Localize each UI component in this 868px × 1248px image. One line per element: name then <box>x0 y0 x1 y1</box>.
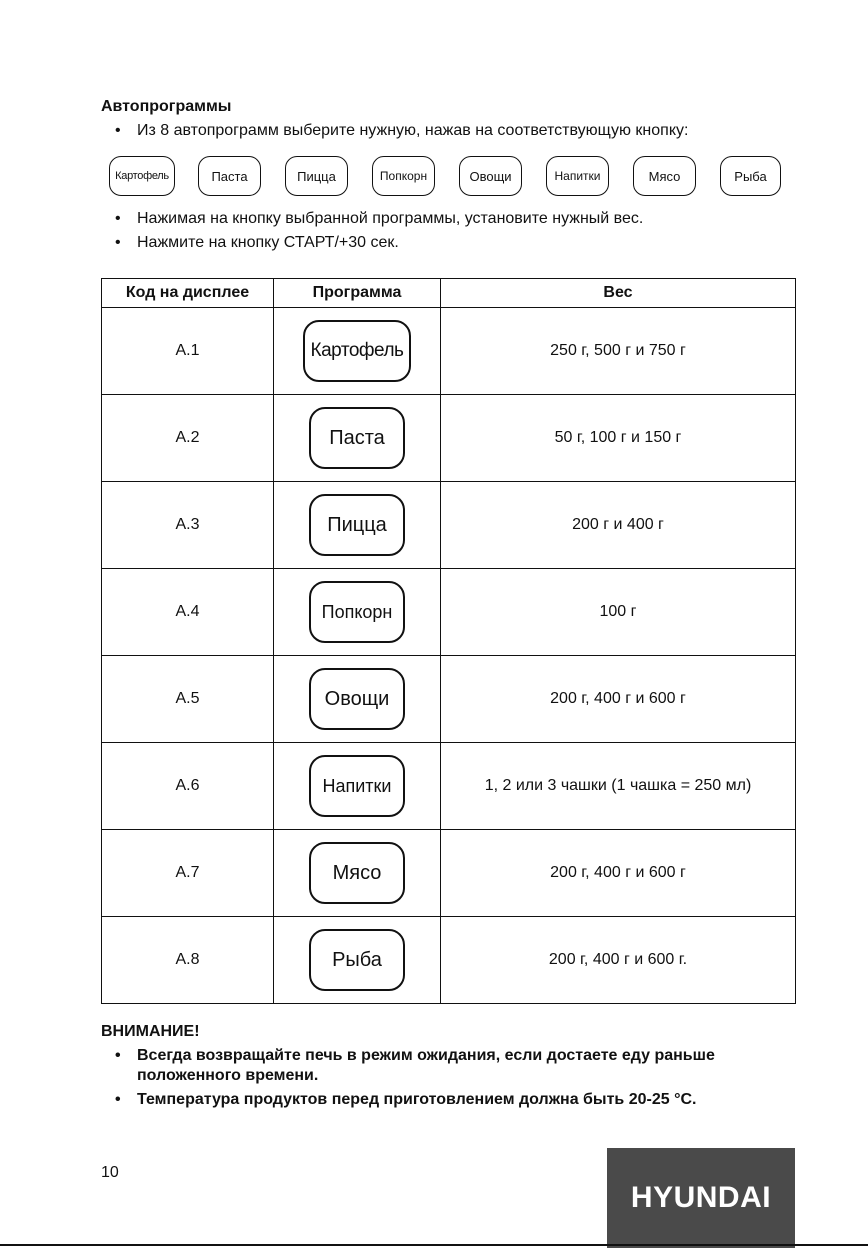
display-code: A.4 <box>102 569 274 656</box>
program-button: Рыба <box>309 929 405 991</box>
display-code: A.2 <box>102 395 274 482</box>
attention-bullet-temperature: • Температура продуктов перед приготовлением должна быть 20-25 °С. <box>101 1090 821 1110</box>
table-row <box>102 656 796 743</box>
page-number: 10 <box>101 1164 119 1181</box>
programs-table <box>101 278 796 1004</box>
program-button: Мясо <box>309 842 405 904</box>
potato-button: Картофель <box>109 156 175 196</box>
meat-button: Мясо <box>633 156 696 196</box>
display-code: A.7 <box>102 830 274 917</box>
program-cell <box>274 917 441 1004</box>
program-cell <box>274 482 441 569</box>
display-code: A.6 <box>102 743 274 830</box>
bottom-divider <box>0 1244 868 1246</box>
program-button: Картофель <box>303 320 411 382</box>
popcorn-button: Попкорн <box>372 156 435 196</box>
program-button: Попкорн <box>309 581 405 643</box>
program-cell <box>274 308 441 395</box>
weight-cell: 50 г, 100 г и 150 г <box>441 395 796 482</box>
weight-cell: 200 г, 400 г и 600 г <box>441 830 796 917</box>
autoprograms-heading: Автопрограммы <box>101 98 232 115</box>
fish-button: Рыба <box>720 156 781 196</box>
header-display-code: Код на дисплее <box>102 279 274 308</box>
brand-wordmark: HYUNDAI <box>630 1181 772 1214</box>
pizza-button: Пицца <box>285 156 348 196</box>
weight-cell: 200 г, 400 г и 600 г. <box>441 917 796 1004</box>
autoprograms-intro-list <box>101 121 821 145</box>
program-button: Пицца <box>309 494 405 556</box>
display-code: A.1 <box>102 308 274 395</box>
table-row <box>102 743 796 830</box>
attention-heading: ВНИМАНИЕ! <box>101 1023 200 1040</box>
step-bullet-start: • Нажмите на кнопку СТАРТ/+30 сек. <box>101 233 821 253</box>
program-cell <box>274 569 441 656</box>
vegetables-button: Овощи <box>459 156 522 196</box>
program-button: Паста <box>309 407 405 469</box>
table-row <box>102 830 796 917</box>
table-row <box>102 482 796 569</box>
header-weight: Вес <box>441 279 796 308</box>
display-code: A.8 <box>102 917 274 1004</box>
program-button: Напитки <box>309 755 405 817</box>
weight-cell: 200 г и 400 г <box>441 482 796 569</box>
hyundai-logo <box>607 1148 795 1248</box>
step-bullet-weight: • Нажимая на кнопку выбранной программы, установите нужный вес. <box>101 209 821 229</box>
program-cell <box>274 395 441 482</box>
table-row <box>102 395 796 482</box>
table-row <box>102 308 796 395</box>
display-code: A.5 <box>102 656 274 743</box>
weight-cell: 250 г, 500 г и 750 г <box>441 308 796 395</box>
intro-bullet: • Из 8 автопрограмм выберите нужную, нажав на соответствующую кнопку: <box>101 121 821 141</box>
attention-list <box>101 1046 821 1114</box>
drinks-button: Напитки <box>546 156 609 196</box>
weight-cell: 1, 2 или 3 чашки (1 чашка = 250 мл) <box>441 743 796 830</box>
attention-bullet-standby: • Всегда возвращайте печь в режим ожидания, если достаете еду раньше положенного времени. <box>101 1046 821 1086</box>
weight-cell: 200 г, 400 г и 600 г <box>441 656 796 743</box>
display-code: A.3 <box>102 482 274 569</box>
header-program: Программа <box>274 279 441 308</box>
program-cell <box>274 830 441 917</box>
program-cell <box>274 743 441 830</box>
autoprograms-steps-list <box>101 209 821 257</box>
pasta-button: Паста <box>198 156 261 196</box>
table-row <box>102 917 796 1004</box>
weight-cell: 100 г <box>441 569 796 656</box>
table-row <box>102 569 796 656</box>
table-header-row <box>102 279 796 308</box>
program-cell <box>274 656 441 743</box>
program-button: Овощи <box>309 668 405 730</box>
